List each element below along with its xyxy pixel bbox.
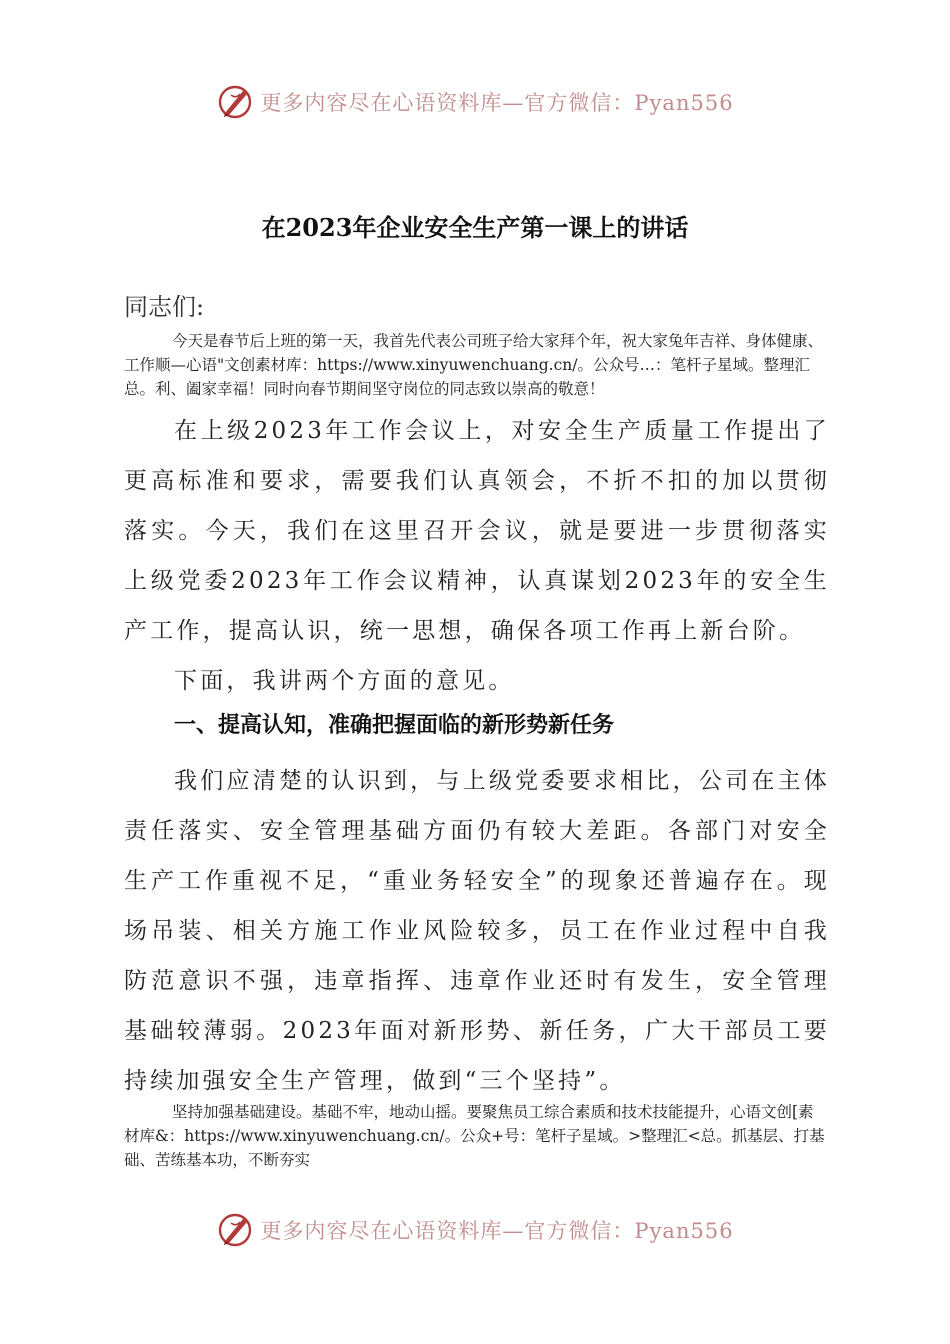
footer-watermark-banner: [0, 1208, 950, 1252]
watermark-text: 更多内容尽在心语资料库—官方微信：Pyan556: [260, 91, 734, 115]
closing-paragraph: 坚持加强基础建设。基础不牢，地动山摇。要聚焦员工综合素质和技术技能提升，心语文创[素材库&：https://www.xinyuwenchuang.cn/。公众+号：笔杆子星域。>整理汇<总。抓基层、打基础、苦练基本功，不断夯实: [124, 1103, 825, 1169]
body-paragraph: 下面，我讲两个方面的意见。: [174, 668, 515, 694]
body-paragraph: 我们应清楚的认识到，与上级党委要求相比，公司在主体责任落实、安全管理基础方面仍有较大差距。各部门对安全生产工作重视不足，“重业务轻安全”的现象还普遍存在。现场吊装、相关方施工作业风险较多，员工在作业过程中自我防范意识不强，违章指挥、违章作业还时有发生，安全管理基础较薄弱。2023年面对新形势、新任务，广大干部员工要持续加强安全生产管理，做到“三个坚持”。: [124, 768, 830, 1094]
pen-circle-icon: [216, 1211, 254, 1249]
section-heading: 一、提高认知，准确把握面临的新形势新任务: [174, 713, 615, 738]
document-title: 在2023年企业安全生产第一课上的讲话: [261, 213, 689, 242]
intro-paragraph: 今天是春节后上班的第一天，我首先代表公司班子给大家拜个年，祝大家兔年吉祥、身体健康、工作顺—心语"文创素材库：https://www.xinyuwenchuang.cn/。公众号…：笔杆子星域。整理汇总。利、阖家幸福！同时向春节期间坚守岗位的同志致以崇高的敬意！: [124, 332, 824, 398]
pen-circle-icon: [216, 83, 254, 121]
body-paragraph: 在上级2023年工作会议上，对安全生产质量工作提出了更高标准和要求，需要我们认真领会，不折不扣的加以贯彻落实。今天，我们在这里召开会议，就是要进一步贯彻落实上级党委2023年工作会议精神，认真谋划2023年的安全生产工作，提高认识，统一思想，确保各项工作再上新台阶。: [124, 418, 830, 644]
header-watermark-banner: [0, 80, 950, 124]
watermark-text: 更多内容尽在心语资料库—官方微信：Pyan556: [260, 1219, 734, 1243]
salutation: 同志们:: [124, 293, 205, 321]
